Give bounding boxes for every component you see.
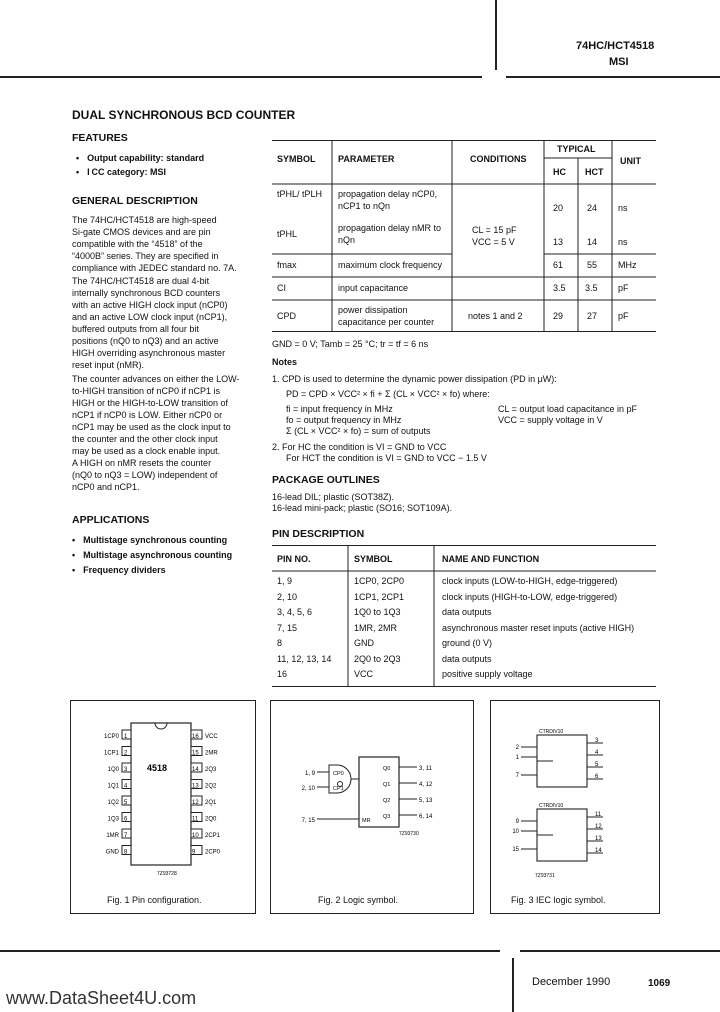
pin-label: 2Q0 <box>205 816 217 823</box>
row-unit: MHz <box>618 260 637 270</box>
logic-symbol-drawing <box>271 701 473 881</box>
pin-label: 1Q2 <box>107 800 119 806</box>
row-hct: 24 <box>587 203 598 213</box>
description-line: (nQ0 to nQ3 = LOW) independent of <box>72 470 218 480</box>
figure-logic-symbol <box>270 700 474 914</box>
pin-row-symbol: VCC <box>354 669 374 679</box>
note-2a: 2. For HC the condition is VI = GND to VCC <box>272 442 447 452</box>
figure-pin-configuration <box>70 700 256 914</box>
row-hc: 29 <box>553 311 564 321</box>
pin-row-name: asynchronous master reset inputs (active HIGH) <box>442 622 635 633</box>
col-header-hct: HCT <box>585 167 604 177</box>
pin-number: 13 <box>192 783 199 790</box>
iec-input-pin: 1 <box>515 755 519 761</box>
pin-col-header-symbol: SYMBOL <box>354 554 393 564</box>
description-line: Si-gate CMOS devices and are pin <box>72 227 211 237</box>
description-line: A HIGH on nMR resets the counter <box>72 458 212 468</box>
chip-label: 4518 <box>147 763 168 773</box>
footer-rule-right <box>520 950 720 952</box>
row-parameter: power dissipation capacitance per counter <box>338 305 435 327</box>
row-hct: 3.5 <box>585 283 598 293</box>
description-line: The counter advances on either the LOW- <box>72 374 240 384</box>
output-pin-label: 6, 14 <box>419 814 433 820</box>
block-output-label: Q2 <box>383 798 391 804</box>
row-parameter: maximum clock frequency <box>338 260 443 270</box>
note-1: 1. CPD is used to determine the dynamic power dissipation (PD in μW): <box>272 374 557 384</box>
description-line: reset input (nMR). <box>72 360 145 370</box>
iec-input-pin: 7 <box>515 773 519 779</box>
description-line: nCP1 if nCP0 is LOW. Either nCP0 or <box>72 410 223 420</box>
iec-input-pin: 10 <box>512 829 519 835</box>
figure-code: 7Z93730 <box>399 831 419 837</box>
row-parameter: propagation delay nMR to nQn <box>338 223 442 245</box>
input-pin-label: 1, 9 <box>304 771 315 777</box>
block-input-label: CP0 <box>333 771 344 777</box>
col-header-typical: TYPICAL <box>557 144 596 154</box>
characteristics-table <box>272 140 656 332</box>
col-header-symbol: SYMBOL <box>277 154 316 164</box>
pin-number: 7 <box>124 833 128 839</box>
iec-input-pin: 15 <box>512 847 519 853</box>
pin-row-symbol: 1MR, 2MR <box>354 622 398 633</box>
figure-iec-logic-symbol <box>490 700 660 914</box>
row-unit: pF <box>618 283 629 293</box>
pin-label: 2CP0 <box>205 849 221 856</box>
pin-label: 2Q2 <box>205 783 217 790</box>
row-parameter: propagation delay nCP0, nCP1 to nQn <box>338 189 438 211</box>
iec-output-pin: 12 <box>595 824 602 830</box>
description-line: “4000B” series. They are specified in <box>72 251 219 261</box>
description-line: HIGH overriding asynchronous master <box>72 348 226 358</box>
pin-row-name: clock inputs (HIGH-to-LOW, edge-triggered) <box>442 591 618 602</box>
pin-label: 2Q3 <box>205 767 217 773</box>
input-pin-label: 7, 15 <box>301 818 315 824</box>
pin-number: 2 <box>124 750 128 757</box>
counter-block <box>359 757 399 827</box>
note-vcc: VCC = supply voltage in V <box>498 415 603 425</box>
pin-row-name: ground (0 V) <box>442 638 493 648</box>
pin-row-symbol: 1CP0, 2CP0 <box>354 576 405 586</box>
pin-label: GND <box>105 849 119 856</box>
iec-input-pin: 2 <box>515 745 519 751</box>
col-header-unit: UNIT <box>620 156 641 166</box>
block-input-label: CP1 <box>333 786 344 792</box>
pin-label: 1CP0 <box>103 734 119 740</box>
chip-notch <box>155 723 167 729</box>
pin-row-symbol: 2Q0 to 2Q3 <box>354 653 401 664</box>
iec-output-pin: 3 <box>595 738 599 744</box>
row-parameter: input capacitance <box>338 283 409 293</box>
block-output-label: Q3 <box>383 814 391 820</box>
block-output-label: Q1 <box>383 782 391 788</box>
pin-row-pin: 1, 9 <box>277 576 293 586</box>
pin-col-header-pin: PIN NO. <box>277 554 311 564</box>
pin-row-pin: 7, 15 <box>277 622 298 633</box>
general-description-heading: GENERAL DESCRIPTION <box>72 195 198 207</box>
row-symbol: CPD <box>277 311 297 321</box>
pin-label: 1MR <box>106 833 119 839</box>
iec-logic-symbol-drawing <box>491 701 659 881</box>
col-header-hc: HC <box>553 167 566 177</box>
description-line: with an active HIGH clock input (nCP0) <box>72 300 228 310</box>
description-line: HIGH or the HIGH-to-LOW transition of <box>72 398 229 408</box>
pin-row-pin: 8 <box>277 638 283 648</box>
pin-configuration-drawing <box>71 701 255 881</box>
page-title: DUAL SYNCHRONOUS BCD COUNTER <box>72 108 296 122</box>
pin-label: 2CP1 <box>205 833 221 839</box>
row-unit: ns <box>618 237 628 247</box>
description-line: compliance with JEDEC standard no. 7A. <box>72 263 237 273</box>
pin-label: 2Q1 <box>205 800 217 806</box>
iec-input-pin: 9 <box>515 819 519 825</box>
pin-number: 8 <box>124 849 128 856</box>
block-input-label: MR <box>362 818 371 824</box>
output-pin-label: 4, 12 <box>419 782 433 788</box>
row-symbol: CI <box>277 283 286 293</box>
pin-row-pin: 3, 4, 5, 6 <box>277 607 313 617</box>
row-symbol: tPHL <box>277 229 298 239</box>
general-description-text <box>72 214 267 493</box>
applications-heading: APPLICATIONS <box>72 514 150 526</box>
pin-number: 12 <box>192 800 199 806</box>
note-cl: CL = output load capacitance in pF <box>498 404 638 414</box>
figure-caption: Fig. 1 Pin configuration. <box>107 895 202 905</box>
header-rule-vertical <box>495 0 497 70</box>
note-formula: PD = CPD × VCC² × fi + Σ (CL × VCC² × fo) where: <box>286 389 490 399</box>
package-line: 16-lead DIL; plastic (SOT38Z). <box>272 492 395 502</box>
description-line: to-HIGH transition of nCP0 if nCP1 is <box>72 386 221 396</box>
note-2b: For HCT the condition is VI = GND to VCC − 1.5 V <box>286 453 487 463</box>
row-hc: 13 <box>553 237 564 247</box>
note-sum: Σ (CL × VCC² × fo) = sum of outputs <box>286 426 431 436</box>
pin-label: 1Q1 <box>107 783 119 790</box>
feature-item: • I CC category: MSI <box>76 166 166 178</box>
pin-number: 11 <box>192 816 199 823</box>
output-pin-label: 3, 11 <box>419 766 432 772</box>
pin-row-name: data outputs <box>442 653 492 664</box>
footer-page-number: 1069 <box>648 978 671 989</box>
footer-date: December 1990 <box>532 976 611 988</box>
pin-label: VCC <box>205 734 218 740</box>
pin-row-symbol: 1CP1, 2CP1 <box>354 591 405 602</box>
pin-number: 10 <box>192 833 199 839</box>
pin-number: 3 <box>124 767 128 773</box>
pin-description-table <box>272 545 656 687</box>
description-line: buffered outputs from all four bit <box>72 324 199 334</box>
pin-label: 1CP1 <box>103 750 119 757</box>
pin-row-pin: 11, 12, 13, 14 <box>277 653 332 664</box>
package-line: 16-lead mini-pack; plastic (SO16; SOT109A). <box>272 503 453 513</box>
header-rule-left <box>0 76 482 78</box>
row-conditions: notes 1 and 2 <box>468 311 523 321</box>
package-outlines-heading: PACKAGE OUTLINES <box>272 474 380 486</box>
col-header-conditions: CONDITIONS <box>470 154 527 164</box>
pin-row-name: clock inputs (LOW-to-HIGH, edge-triggered) <box>442 576 618 586</box>
note-fi: fi = input frequency in MHz <box>286 404 393 414</box>
pin-row-symbol: GND <box>354 638 374 648</box>
row-symbol: fmax <box>277 260 297 270</box>
input-pin-label: 2, 10 <box>301 786 315 792</box>
pin-label: 1Q3 <box>107 816 119 823</box>
note-fo: fo = output frequency in MHz <box>286 415 402 425</box>
row-hct: 27 <box>587 311 598 321</box>
description-line: compatible with the “4518” of the <box>72 239 203 249</box>
pin-number: 15 <box>192 750 199 757</box>
row-hct: 14 <box>587 237 598 247</box>
figure-caption: Fig. 3 IEC logic symbol. <box>511 895 606 905</box>
pin-col-header-name: NAME AND FUNCTION <box>442 554 540 564</box>
iec-output-pin: 6 <box>595 774 599 780</box>
iec-output-pin: 13 <box>595 836 602 842</box>
description-line: nCP1 may be used as the clock input to <box>72 422 231 432</box>
pin-label: 1Q0 <box>107 767 119 773</box>
row-hc: 3.5 <box>553 283 566 293</box>
row-symbol: tPHL/ tPLH <box>277 189 323 199</box>
application-item: • Frequency dividers <box>72 564 166 576</box>
figure-code: 7Z93731 <box>535 873 555 879</box>
pin-row-pin: 2, 10 <box>277 591 298 602</box>
description-line: internally synchronous BCD counters <box>72 288 221 298</box>
row-unit: ns <box>618 203 628 213</box>
output-pin-label: 5, 13 <box>419 798 433 804</box>
pin-row-pin: 16 <box>277 669 288 679</box>
features-heading: FEATURES <box>72 132 128 144</box>
header-rule-right <box>506 76 720 78</box>
description-line: positions (nQ0 to nQ3) and an active <box>72 336 219 346</box>
iec-output-pin: 14 <box>595 848 602 854</box>
pin-label: 2MR <box>205 750 218 757</box>
figure-caption: Fig. 2 Logic symbol. <box>318 895 399 905</box>
description-line: The 74HC/HCT4518 are dual 4-bit <box>72 276 210 286</box>
pin-number: 6 <box>124 816 128 823</box>
pin-number: 16 <box>192 734 199 740</box>
iec-output-pin: 4 <box>595 750 599 756</box>
row-hc: 20 <box>553 203 564 213</box>
merged-condition-vcc: VCC = 5 V <box>472 237 515 247</box>
notes-heading: Notes <box>272 357 298 367</box>
description-line: nCP0 and nCP1. <box>72 482 140 492</box>
pin-number: 9 <box>192 849 196 856</box>
description-line: may be used as a clock enable input. <box>72 446 221 456</box>
application-item: • Multistage synchronous counting <box>72 534 227 546</box>
figure-code: 7Z93728 <box>157 871 177 877</box>
category-label: MSI <box>609 56 629 68</box>
block-output-label: Q0 <box>383 766 391 772</box>
iec-output-pin: 11 <box>595 812 602 818</box>
merged-condition-cl: CL = 15 pF <box>472 225 517 235</box>
description-line: The 74HC/HCT4518 are high-speed <box>72 215 217 225</box>
description-line: and an active LOW clock input (nCP1), <box>72 312 228 322</box>
pin-row-name: positive supply voltage <box>442 669 533 679</box>
iec-block-label: CTRDIV10 <box>539 803 564 809</box>
application-item: • Multistage asynchronous counting <box>72 549 232 561</box>
feature-item: • Output capability: standard <box>76 152 204 164</box>
part-number: 74HC/HCT4518 <box>576 40 655 52</box>
chip-body <box>131 723 191 865</box>
footer-rule-vertical <box>512 958 514 1012</box>
description-line: the counter and the other clock input <box>72 434 218 444</box>
row-hct: 55 <box>587 260 598 270</box>
row-hc: 61 <box>553 260 564 270</box>
conditions-line: GND = 0 V; Tamb = 25 °C; tr = tf = 6 ns <box>272 339 429 349</box>
pin-number: 1 <box>124 734 128 740</box>
pin-number: 5 <box>124 800 128 806</box>
col-header-parameter: PARAMETER <box>338 154 395 164</box>
footer-watermark: www.DataSheet4U.com <box>6 988 197 1008</box>
iec-block-label: CTRDIV10 <box>539 729 564 735</box>
row-unit: pF <box>618 311 629 321</box>
iec-output-pin: 5 <box>595 762 599 768</box>
pin-number: 14 <box>192 767 199 773</box>
footer-rule-left <box>0 950 500 952</box>
pin-description-heading: PIN DESCRIPTION <box>272 528 365 540</box>
pin-row-symbol: 1Q0 to 1Q3 <box>354 607 401 617</box>
pin-number: 4 <box>124 783 128 790</box>
pin-row-name: data outputs <box>442 607 492 617</box>
